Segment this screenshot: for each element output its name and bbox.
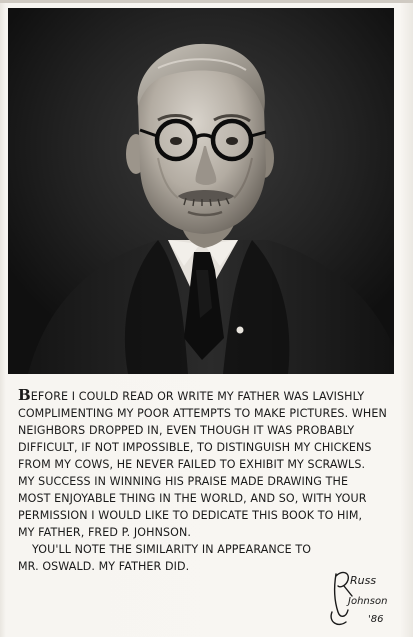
dedication-line-2: COMPLIMENTING MY POOR ATTEMPTS TO MAKE PICTURES. WHEN xyxy=(18,407,387,420)
handwritten-signature xyxy=(328,566,408,630)
dedication-line-6: MY SUCCESS IN WINNING HIS PRAISE MADE DRAWING THE xyxy=(18,475,349,488)
dedication-text xyxy=(18,387,406,575)
signature-first-name: Russ xyxy=(350,574,377,587)
dedication-line-4: DIFFICULT, IF NOT IMPOSSIBLE, TO DISTINGUISH MY CHICKENS xyxy=(18,441,372,454)
dedication-line-3: NEIGHBORS DROPPED IN, EVEN THOUGH IT WAS PROBABLY xyxy=(18,424,355,437)
dedication-line-5: FROM MY COWS, HE NEVER FAILED TO EXHIBIT MY SCRAWLS. xyxy=(18,458,366,471)
signature-last-name: Johnson xyxy=(348,596,388,607)
portrait-illustration xyxy=(8,8,394,374)
left-eye xyxy=(170,137,182,145)
dedication-line-11: MR. OSWALD. MY FATHER DID. xyxy=(18,560,190,573)
drop-cap: B xyxy=(18,387,31,404)
dedication-line-10: YOU'LL NOTE THE SIMILARITY IN APPEARANCE TO xyxy=(32,543,312,556)
page-top-edge xyxy=(0,0,413,3)
dedication-line-7: MOST ENJOYABLE THING IN THE WORLD, AND SO, WITH YOUR xyxy=(18,492,367,505)
lapel-pin xyxy=(237,327,244,334)
dedication-line-1: BEFORE I COULD READ OR WRITE MY FATHER WAS LAVISHLY xyxy=(18,387,365,404)
signature-year: '86 xyxy=(368,614,384,625)
dedication-line-8: PERMISSION I WOULD LIKE TO DEDICATE THIS BOOK TO HIM, xyxy=(18,509,363,522)
right-eye xyxy=(226,137,238,145)
portrait-photo xyxy=(8,8,394,374)
dedication-line-9: MY FATHER, FRED P. JOHNSON. xyxy=(18,526,191,539)
